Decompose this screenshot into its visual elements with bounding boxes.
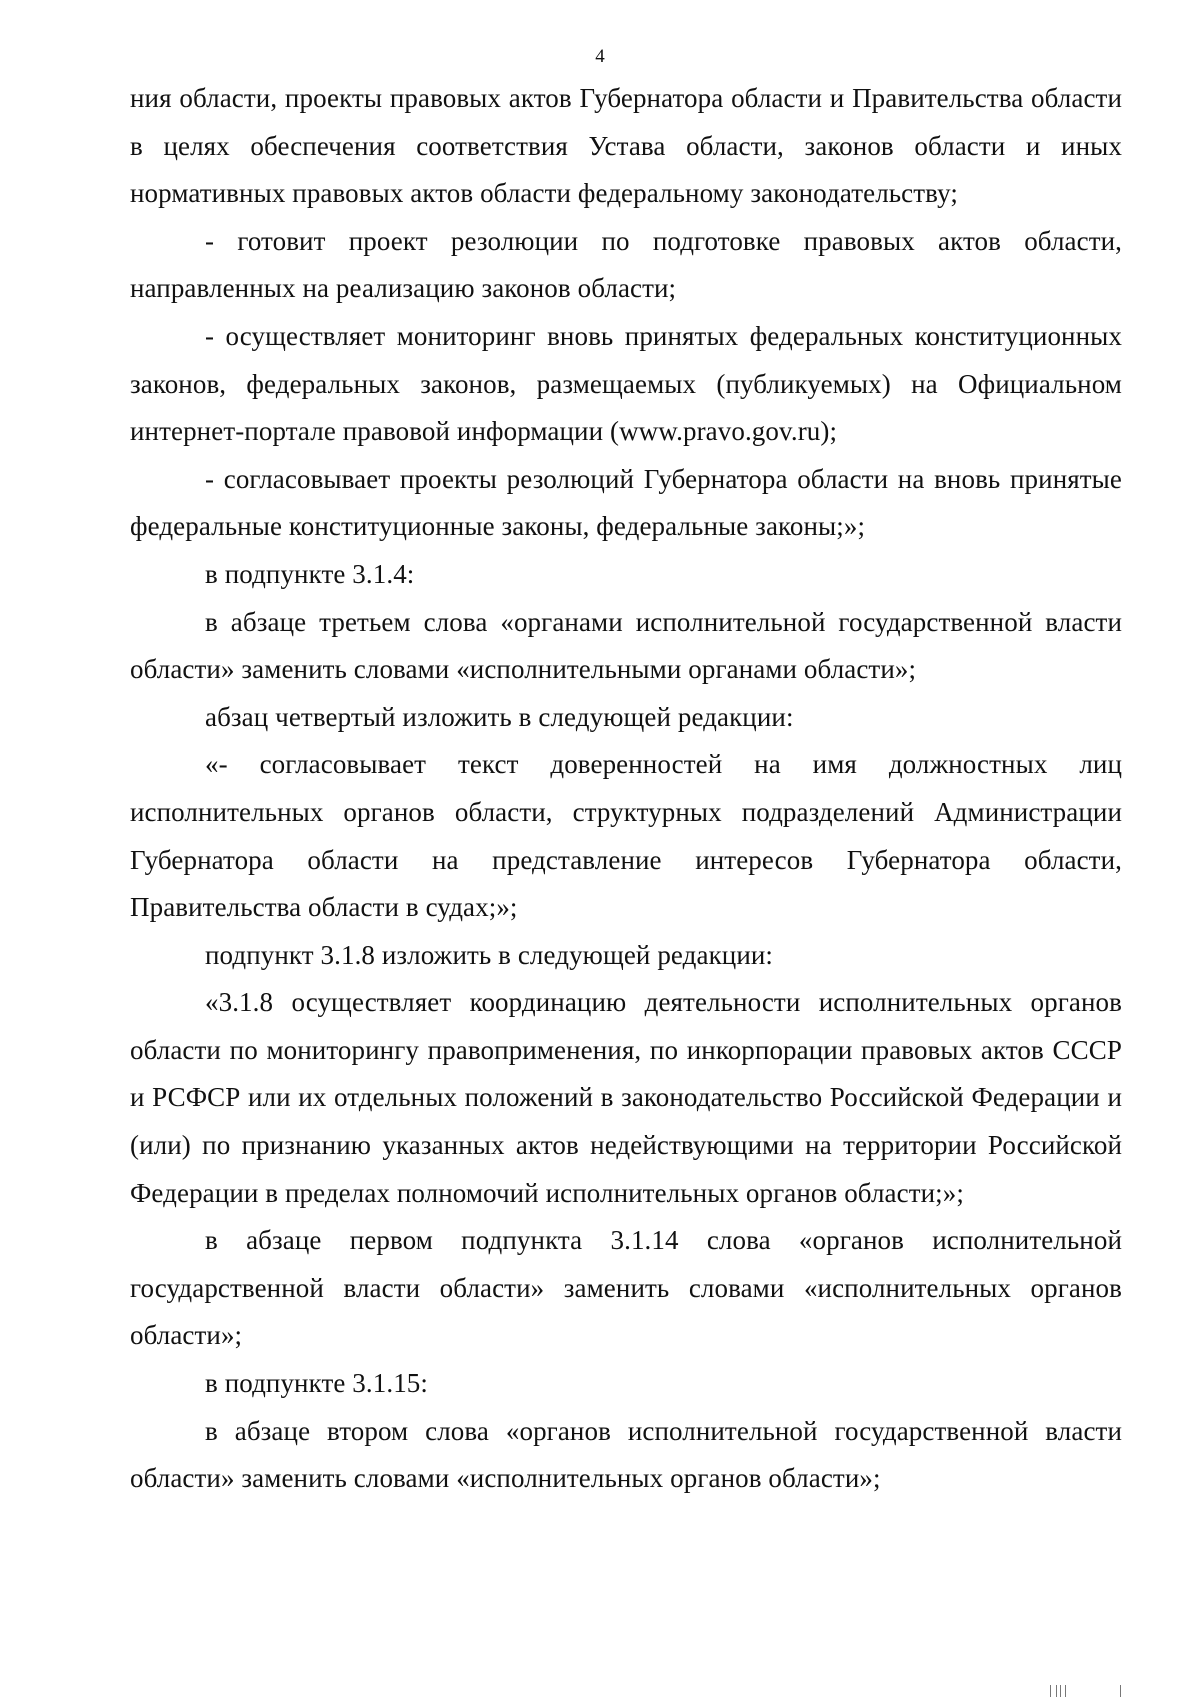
paragraph-list-item: - готовит проект резолюции по подготовке правовых актов области, направленных на реализацию законов области; xyxy=(130,225,1122,304)
paragraph-amendment: в абзаце третьем слова «органами исполнительной государственной власти области» заменить словами «исполнительными органами области»; xyxy=(130,606,1122,685)
paragraph-amendment: абзац четвертый изложить в следующей редакции: xyxy=(205,701,794,732)
scan-edge-marks xyxy=(1050,1685,1170,1697)
paragraph-quoted-text: «- согласовывает текст доверенностей на имя должностных лиц исполнительных органов области, структурных подразделений Администрации Губернатора области на представление интересов Губернатора области, Правительства области в судах;»; xyxy=(130,749,1122,923)
page-number: 4 xyxy=(595,46,605,67)
paragraph-quoted-text: «3.1.8 осуществляет координацию деятельности исполнительных органов области по мониторингу правоприменения, по инкорпорации правовых актов СССР и РСФСР или их отдельных положений в законодательство Российской Федерации и (или) по признанию указанных актов недействующими на территории Российской Федерации в пределах полномочий исполнительных органов области;»; xyxy=(130,987,1122,1208)
paragraph-continuation: ния области, проекты правовых актов Губернатора области и Правительства области в целях обеспечения соответствия Устава области, законов области и иных нормативных правовых актов области федеральному законодательству; xyxy=(130,83,1122,209)
document-body xyxy=(130,75,1122,1503)
paragraph-amendment: в абзаце первом подпункта 3.1.14 слова «органов исполнительной государственной власти области» заменить словами «исполнительных органов области»; xyxy=(130,1225,1122,1351)
paragraph-list-item: - согласовывает проекты резолюций Губернатора области на вновь принятые федеральные конституционные законы, федеральные законы;»; xyxy=(130,463,1122,542)
paragraph-amendment: подпункт 3.1.8 изложить в следующей редакции: xyxy=(205,939,774,970)
paragraph-subclause-heading: в подпункте 3.1.4: xyxy=(205,558,415,589)
paragraph-amendment: в абзаце втором слова «органов исполнительной государственной власти области» заменить словами «исполнительных органов области»; xyxy=(130,1415,1122,1494)
paragraph-subclause-heading: в подпункте 3.1.15: xyxy=(205,1368,429,1399)
paragraph-list-item: - осуществляет мониторинг вновь принятых федеральных конституционных законов, федеральных законов, размещаемых (публикуемых) на Официальном интернет-портале правовой информации (www.pravo.gov.ru); xyxy=(130,320,1122,447)
